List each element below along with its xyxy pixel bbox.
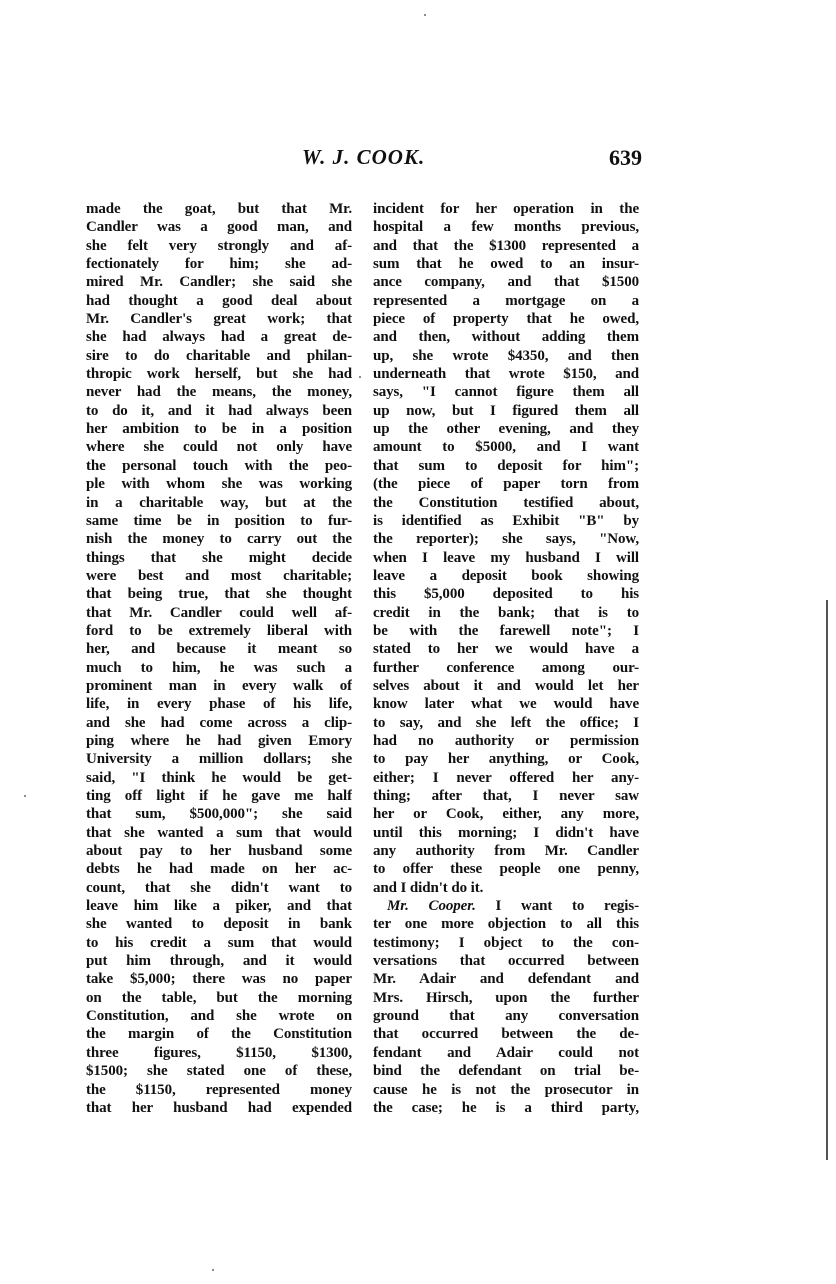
text-line: her, and because it meant so <box>86 641 352 658</box>
text-line: Candler was a good man, and <box>86 219 352 236</box>
page-edge-line <box>826 600 828 1160</box>
text-line: ping where he had given Emory <box>86 732 352 749</box>
text-line: she had always had a great de- <box>86 329 352 346</box>
text-line: she wanted to deposit in bank <box>86 916 352 933</box>
cooper-paragraph <box>373 915 639 1117</box>
text-line: that sum, $500,000"; she said <box>86 806 352 823</box>
text-line: never had the means, the money, <box>86 384 352 401</box>
text-line: thing; after that, I never saw <box>373 788 639 804</box>
text-line: were best and most charitable; <box>86 567 352 584</box>
text-line: sum that he owed to an insur- <box>373 256 639 273</box>
text-line: hospital a few months previous, <box>373 219 639 236</box>
text-line: Mr. Candler's great work; that <box>86 311 352 328</box>
text-line: University a million dollars; she <box>86 751 352 768</box>
text-line: life, in every phase of his life, <box>86 696 352 713</box>
text-line: ance company, and that $1500 <box>373 274 639 291</box>
text-line: much to him, he was such a <box>86 659 352 676</box>
text-line: further conference among our- <box>373 659 639 676</box>
text-line: testimony; I object to the con- <box>373 934 639 951</box>
speck <box>359 376 361 378</box>
cooper-first-line <box>373 897 639 915</box>
text-line: the $1150, represented money <box>86 1081 352 1098</box>
text-line: said, "I think he would be get- <box>86 769 352 786</box>
right-column-testimony <box>373 200 639 897</box>
text-line: put him through, and it would <box>86 953 352 970</box>
text-line: take $5,000; there was no paper <box>86 971 352 988</box>
text-line: that sum to deposit for him"; <box>373 457 639 474</box>
text-line: either; I never offered her any- <box>373 769 639 786</box>
text-line: know later what we would have <box>373 696 639 713</box>
text-line: stated to her we would have a <box>373 641 639 658</box>
text-line: that she wanted a sum that would <box>86 824 352 841</box>
text-line: Constitution, and she wrote on <box>86 1008 352 1025</box>
text-line: says, "I cannot figure them all <box>373 384 639 401</box>
text-line: when I leave my husband I will <box>373 549 639 566</box>
left-column <box>86 200 352 1117</box>
text-line: cause he is not the prosecutor in <box>373 1081 639 1098</box>
text-line: the reporter); she says, "Now, <box>373 531 639 548</box>
text-line: thropic work herself, but she had <box>86 366 352 383</box>
text-line: count, that she didn't want to <box>86 879 352 896</box>
text-line: up now, but I figured them all <box>373 402 639 419</box>
speck <box>212 1269 214 1271</box>
text-line: she felt very strongly and af- <box>86 237 352 254</box>
text-line: where she could not only have <box>86 439 352 456</box>
text-line: same time be in position to fur- <box>86 512 352 529</box>
text-line: ple with whom she was working <box>86 476 352 493</box>
text-line: piece of property that he owed, <box>373 311 639 328</box>
text-line: on the table, but the morning <box>86 989 352 1006</box>
text-line: is identified as Exhibit "B" by <box>373 512 639 529</box>
cooper-first-line-text: I want to regis- <box>475 898 639 915</box>
text-line: and I didn't do it. <box>373 879 484 896</box>
text-line: that Mr. Candler could well af- <box>86 604 352 621</box>
speck <box>24 795 26 797</box>
text-line: that her husband had expended <box>86 1099 352 1116</box>
text-line: in a charitable way, but at the <box>86 494 352 511</box>
text-line: and she had come across a clip- <box>86 714 352 731</box>
text-line: the Constitution testified about, <box>373 494 639 511</box>
text-line: until this morning; I didn't have <box>373 824 639 841</box>
text-line: her or Cook, either, any more, <box>373 806 639 823</box>
text-line: that being true, that she thought <box>86 586 352 603</box>
text-line: $1500; she stated one of these, <box>86 1063 352 1080</box>
text-line: to do it, and it had always been <box>86 402 352 419</box>
text-line: prominent man in every walk of <box>86 677 352 694</box>
text-line: amount to $5000, and I want <box>373 439 639 456</box>
text-line: (the piece of paper torn from <box>373 476 639 493</box>
text-line: be with the farewell note"; I <box>373 622 639 639</box>
text-line: ter one more objection to all this <box>373 916 639 933</box>
text-line: versations that occurred between <box>373 953 639 970</box>
text-line: leave him like a piker, and that <box>86 898 352 915</box>
text-line: things that she might decide <box>86 549 352 566</box>
text-line: selves about it and would let her <box>373 677 639 694</box>
text-line: underneath that wrote $150, and <box>373 366 639 383</box>
text-line: and then, without adding them <box>373 329 639 346</box>
text-line: up, she wrote $4350, and then <box>373 347 639 364</box>
text-line: about pay to her husband some <box>86 843 352 860</box>
text-line: fectionately for him; she ad- <box>86 256 352 273</box>
text-line: Mr. Adair and defendant and <box>373 971 639 988</box>
text-line: her ambition to be in a position <box>86 421 352 438</box>
text-line: to offer these people one penny, <box>373 861 639 878</box>
text-line: ground that any conversation <box>373 1008 639 1025</box>
text-line: to say, and she left the office; I <box>373 714 639 731</box>
text-line: this $5,000 deposited to his <box>373 586 639 603</box>
text-line: up the other evening, and they <box>373 421 639 438</box>
text-line: Mrs. Hirsch, upon the further <box>373 989 639 1006</box>
text-line: bind the defendant on trial be- <box>373 1063 639 1080</box>
speaker-name: Mr. Cooper. <box>387 898 476 915</box>
text-line: credit in the bank; that is to <box>373 604 639 621</box>
text-line: fendant and Adair could not <box>373 1044 639 1061</box>
text-line: ford to be extremely liberal with <box>86 622 352 639</box>
running-head: W. J. COOK. <box>302 145 426 169</box>
speck <box>424 14 426 16</box>
text-line: three figures, $1150, $1300, <box>86 1044 352 1061</box>
text-line: leave a deposit book showing <box>373 567 639 584</box>
text-line: had no authority or permission <box>373 732 639 749</box>
text-line: the personal touch with the peo- <box>86 457 352 474</box>
text-line: made the goat, but that Mr. <box>86 201 352 217</box>
text-line: sire to do charitable and philan- <box>86 347 352 364</box>
right-column <box>373 200 639 1117</box>
text-line: incident for her operation in the <box>373 201 639 217</box>
text-line: debts he had made on her ac- <box>86 861 352 878</box>
text-line: had thought a good deal about <box>86 292 352 309</box>
text-line: represented a mortgage on a <box>373 292 639 309</box>
text-line: that occurred between the de- <box>373 1026 639 1043</box>
text-line: nish the money to carry out the <box>86 531 352 548</box>
page-header <box>86 145 642 185</box>
text-line: the case; he is a third party, <box>373 1099 639 1116</box>
page-number: 639 <box>609 145 642 170</box>
text-line: and that the $1300 represented a <box>373 237 639 254</box>
text-line: the margin of the Constitution <box>86 1026 352 1043</box>
text-line: mired Mr. Candler; she said she <box>86 274 352 291</box>
text-line: to his credit a sum that would <box>86 934 352 951</box>
text-line: to pay her anything, or Cook, <box>373 751 639 768</box>
text-line: ting off light if he gave me half <box>86 788 352 804</box>
text-line: any authority from Mr. Candler <box>373 843 639 860</box>
